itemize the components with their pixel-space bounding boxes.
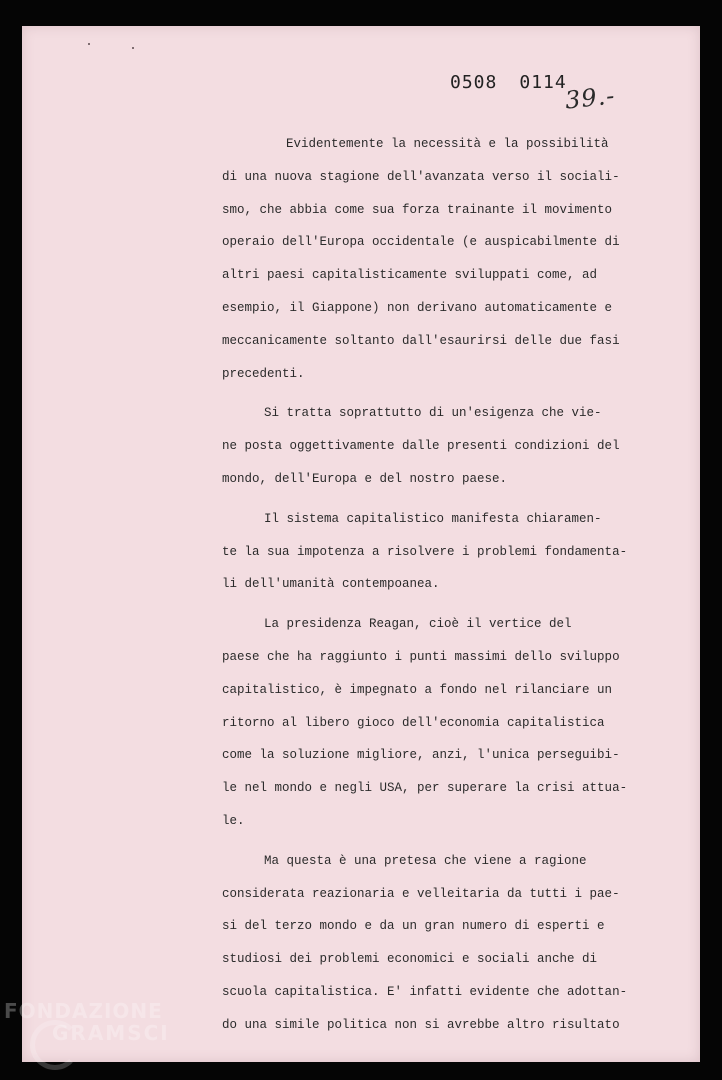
text-line: paese che ha raggiunto i punti massimi dello sviluppo bbox=[222, 649, 620, 664]
text-line: precedenti. bbox=[222, 366, 305, 381]
text-line: le nel mondo e negli USA, per superare la crisi attua- bbox=[222, 781, 628, 796]
text-line: ne posta oggettivamente dalle presenti condizioni del bbox=[222, 439, 620, 454]
text-line: considerata reazionaria e velleitaria da tutti i pae- bbox=[222, 886, 620, 901]
text-line: esempio, il Giappone) non derivano automaticamente e bbox=[222, 300, 613, 315]
text-line: mondo, dell'Europa e del nostro paese. bbox=[222, 471, 508, 486]
watermark-logo-icon bbox=[30, 1020, 80, 1070]
text-line: altri paesi capitalisticamente sviluppati come, ad bbox=[222, 268, 598, 283]
paper-speck bbox=[132, 47, 134, 49]
handwritten-page-number: 39.- bbox=[563, 81, 617, 115]
text-line: li dell'umanità contempoanea. bbox=[222, 577, 440, 592]
archive-code-2: 0114 bbox=[519, 72, 567, 93]
text-line: come la soluzione migliore, anzi, l'unica perseguibi- bbox=[222, 748, 620, 763]
watermark-line-1: FONDAZIONE bbox=[4, 999, 163, 1023]
text-line: La presidenza Reagan, cioè il vertice del bbox=[264, 617, 572, 632]
paragraph-gap bbox=[222, 838, 612, 845]
typewritten-text bbox=[222, 128, 628, 1042]
text-line: Il sistema capitalistico manifesta chiaramen- bbox=[264, 511, 602, 526]
text-line: di una nuova stagione dell'avanzata verso il sociali- bbox=[222, 169, 620, 184]
paragraph-gap bbox=[222, 390, 612, 397]
text-line: operaio dell'Europa occidentale (e auspicabilmente di bbox=[222, 235, 620, 250]
text-line: Ma questa è una pretesa che viene a ragione bbox=[264, 853, 587, 868]
text-line: Si tratta soprattutto di un'esigenza che vie- bbox=[264, 406, 602, 421]
foundation-watermark bbox=[4, 1000, 170, 1044]
text-line: capitalistico, è impegnato a fondo nel rilanciare un bbox=[222, 682, 613, 697]
paragraph-gap bbox=[222, 496, 612, 503]
text-line: ritorno al libero gioco dell'economia capitalistica bbox=[222, 715, 605, 730]
text-line: scuola capitalistica. E' infatti evidente che adottan- bbox=[222, 984, 628, 999]
text-line: le. bbox=[222, 813, 245, 828]
watermark-line-2: GRAMSCI bbox=[52, 1021, 170, 1045]
text-line: Evidentemente la necessità e la possibilità bbox=[286, 137, 609, 151]
text-line: smo, che abbia come sua forza trainante il movimento bbox=[222, 202, 613, 217]
text-line: meccanicamente soltanto dall'esaurirsi delle due fasi bbox=[222, 333, 620, 348]
text-line: te la sua impotenza a risolvere i problemi fondamenta- bbox=[222, 544, 628, 559]
text-line: si del terzo mondo e da un gran numero di esperti e bbox=[222, 919, 605, 934]
paper-speck bbox=[88, 43, 90, 45]
paper-sheet bbox=[22, 26, 700, 1062]
paragraph-gap bbox=[222, 601, 612, 608]
text-line: studiosi dei problemi economici e sociali anche di bbox=[222, 952, 598, 967]
text-line: do una simile politica non si avrebbe altro risultato bbox=[222, 1017, 620, 1032]
archive-code-1: 0508 bbox=[450, 72, 498, 93]
